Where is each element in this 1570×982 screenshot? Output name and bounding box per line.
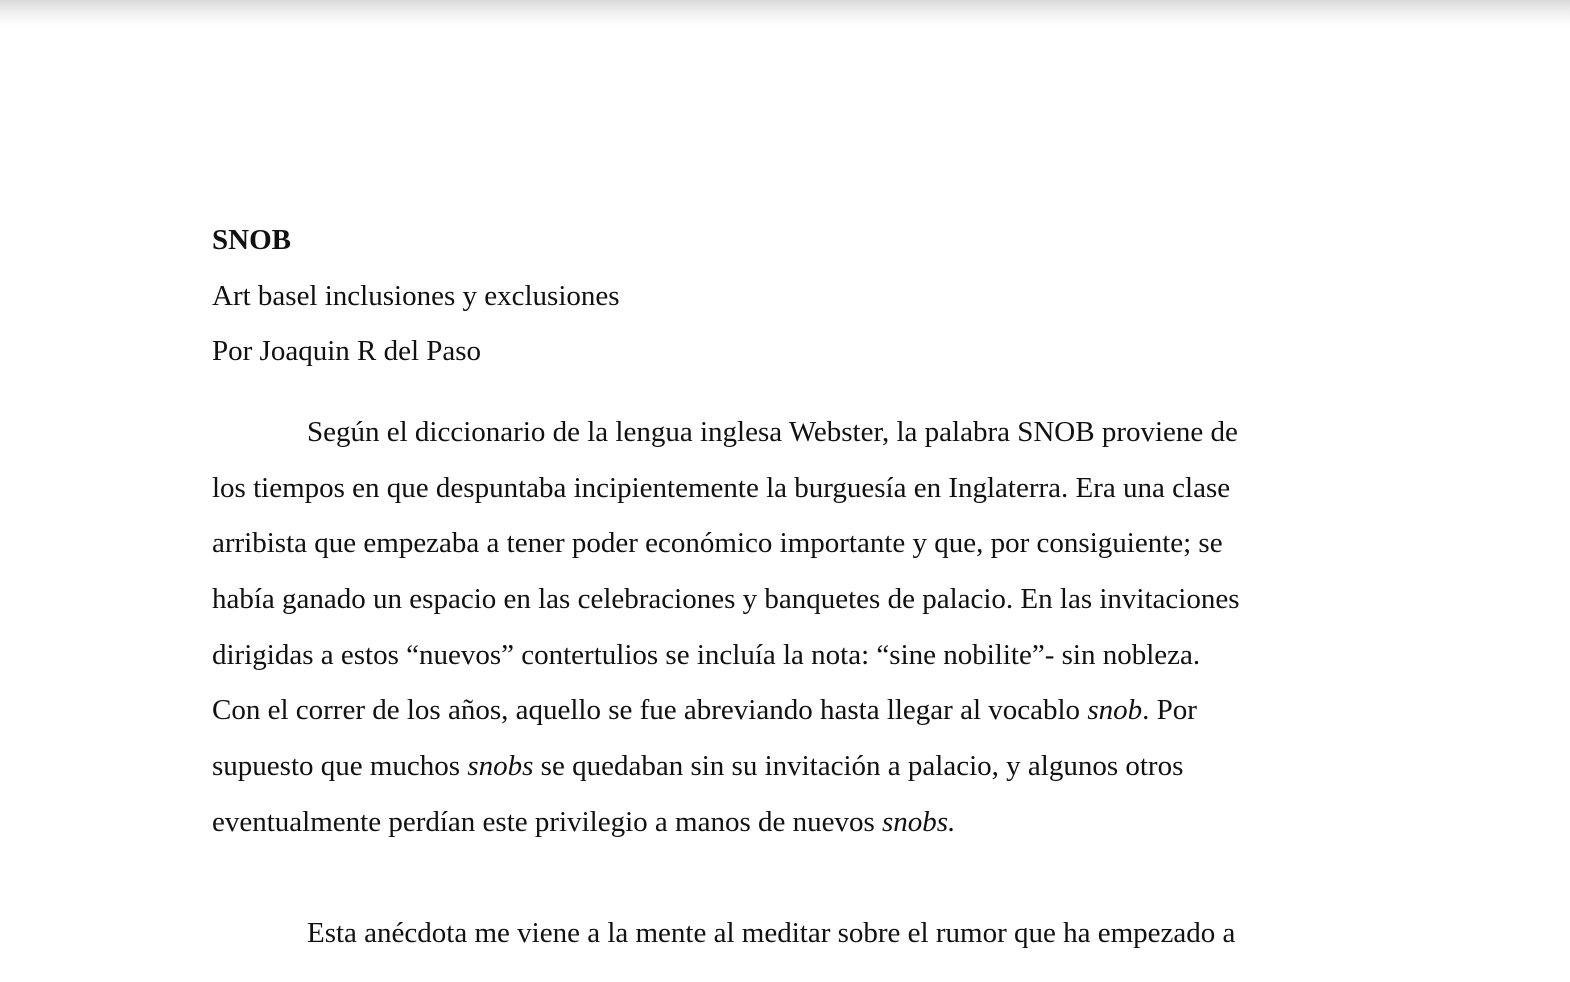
text-run: Con el correr de los años, aquello se fue abreviando hasta llegar al vocablo bbox=[212, 694, 1088, 727]
paragraph-line: arribista que empezaba a tener poder económico importante y que, por consiguiente; se bbox=[212, 527, 1223, 560]
page-content bbox=[212, 222, 1362, 961]
paragraph-line: Esta anécdota me viene a la mente al meditar sobre el rumor que ha empezado a bbox=[307, 916, 1236, 949]
document-page bbox=[0, 26, 1570, 982]
text-run: . Por bbox=[1142, 694, 1197, 727]
document-subtitle: Art basel inclusiones y exclusiones bbox=[212, 280, 620, 312]
document-byline: Por Joaquin R del Paso bbox=[212, 335, 482, 367]
text-run: eventualmente perdían este privilegio a manos de nuevos bbox=[212, 805, 883, 838]
paragraph-line: había ganado un espacio en las celebraciones y banquetes de palacio. En las invitaciones bbox=[212, 583, 1240, 616]
text-run: se quedaban sin su invitación a palacio, y algunos otros bbox=[533, 750, 1184, 783]
paragraph-1 bbox=[212, 405, 1362, 851]
italic-word: snob bbox=[1087, 694, 1143, 727]
paragraph-line: Según el diccionario de la lengua inglesa Webster, la palabra SNOB proviene de bbox=[307, 416, 1238, 448]
italic-word: snobs. bbox=[882, 805, 956, 838]
paragraph-line: los tiempos en que despuntaba incipientemente la burguesía en Inglaterra. Era una clase bbox=[212, 471, 1231, 504]
italic-word: snobs bbox=[467, 750, 534, 783]
toolbar-shadow bbox=[0, 0, 1570, 26]
paragraph-line bbox=[212, 683, 1362, 739]
paragraph-2 bbox=[212, 906, 1362, 962]
paragraph-line: dirigidas a estos “nuevos” contertulios se incluía la nota: “sine nobilite”- sin nobleza. bbox=[212, 638, 1201, 671]
paragraph-line bbox=[212, 739, 1362, 795]
text-run: supuesto que muchos bbox=[212, 750, 468, 783]
document-title: SNOB bbox=[212, 224, 291, 256]
paragraph-line bbox=[212, 795, 1362, 851]
